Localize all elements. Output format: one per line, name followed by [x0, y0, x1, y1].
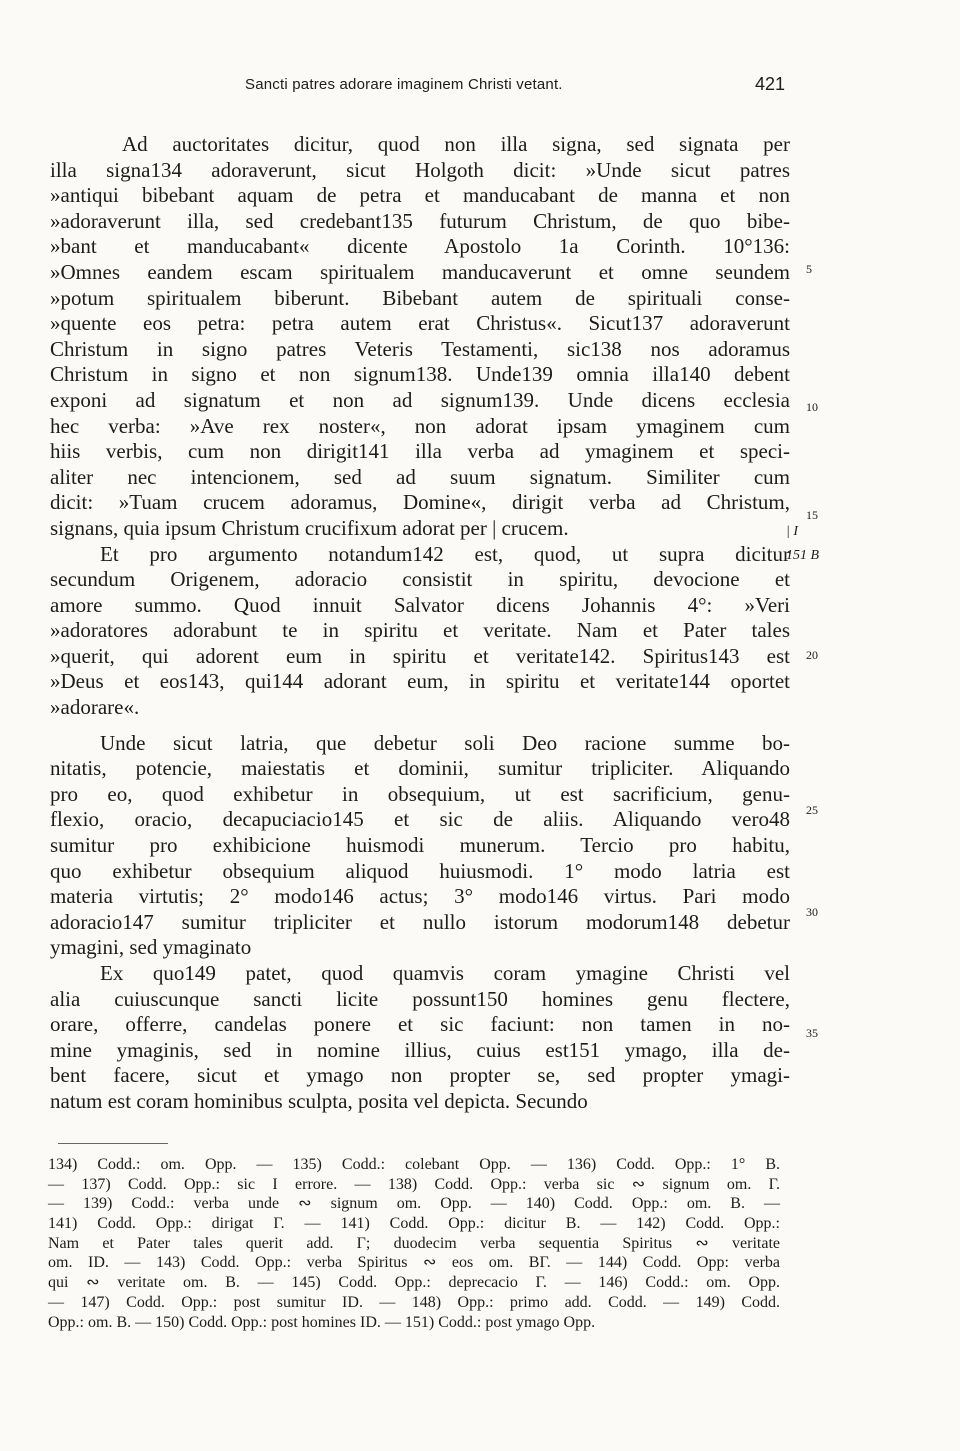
text-line: amore summo. Quod innuit Salvator dicens Johannis 4°: »Veri: [50, 592, 790, 617]
margin-line-number: 15: [806, 508, 818, 522]
text-line: Unde sicut latria, que debetur soli Deo racione summe bo-: [100, 730, 790, 755]
text-line: hec verba: »Ave rex noster«, non adorat ipsam ymaginem cum: [50, 413, 790, 438]
text-line: »Deus et eos143, qui144 adorant eum, in spiritu et veritate144 oportet: [50, 669, 790, 694]
margin-line-number: 10: [806, 400, 818, 414]
footnotes: [48, 1155, 780, 1332]
text-line: Christum in signo et non signum138. Unde139 omnia illa140 debent: [50, 362, 790, 387]
text-line: »potum spiritualem biberunt. Bibebant autem de spirituali conse-: [50, 285, 790, 310]
text-line: flexio, oracio, decapuciacio145 et sic de aliis. Aliquando vero48: [50, 807, 790, 832]
text-line: pro eo, quod exhibetur in obsequium, ut est sacrificium, genu-: [50, 781, 790, 806]
footnote-rule: [58, 1143, 168, 1144]
text-line: »bant et manducabant« dicente Apostolo 1a Corinth. 10°136:: [50, 234, 790, 259]
text-line: quo exhibetur obsequium aliquod huiusmodi. 1° modo latria est: [50, 858, 790, 883]
footnote-line: Opp.: om. B. — 150) Codd. Opp.: post homines ID. — 151) Codd.: post ymago Opp.: [48, 1313, 596, 1331]
text-line: Ex quo149 patet, quod quamvis coram ymagine Christi vel: [100, 961, 790, 985]
text-line: mine ymaginis, sed in nomine illius, cuius est151 ymago, illa de-: [50, 1037, 790, 1062]
text-line: adoracio147 sumitur tripliciter et nullo istorum modorum148 debetur: [50, 909, 790, 934]
text-line: alia cuiuscunque sancti licite possunt150 homines genu flectere,: [50, 986, 790, 1011]
running-title: Sancti patres adorare imaginem Christi vetant.: [245, 76, 563, 93]
margin-line-number: 5: [806, 262, 812, 276]
margin-line-number: 20: [806, 648, 818, 662]
text-line: Et pro argumento notandum142 est, quod, ut supra dicitur: [100, 541, 790, 566]
text-line: nitatis, potencie, maiestatis et dominii, sumitur tripliciter. Aliquando: [50, 756, 790, 781]
text-line: signans, quia ipsum Christum crucifixum adorat per | crucem.: [50, 515, 569, 540]
main-text: [50, 132, 790, 1115]
text-line: »Omnes eandem escam spiritualem manducaverunt et omne seundem: [50, 259, 790, 284]
text-line: »querit, qui adorent eum in spiritu et veritate142. Spiritus143 est: [50, 643, 790, 668]
text-line: bent facere, sicut et ymago non propter se, sed propter ymagi-: [50, 1063, 790, 1088]
text-line: »quente eos petra: petra autem erat Christus«. Sicut137 adoraverunt: [50, 311, 790, 336]
footnote-line: om. ID. — 143) Codd. Opp.: verba Spiritus ∾ eos om. BΓ. — 144) Codd. Opp: verba: [48, 1254, 780, 1272]
footnote-line: 134) Codd.: om. Opp. — 135) Codd.: colebant Opp. — 136) Codd. Opp.: 1° B.: [48, 1156, 780, 1173]
footnote-line: — 147) Codd. Opp.: post sumitur ID. — 148) Opp.: primo add. Codd. — 149) Codd.: [48, 1293, 780, 1311]
footnote-line: qui ∾ veritate om. B. — 145) Codd. Opp.: deprecacio Γ. — 146) Codd.: om. Opp.: [48, 1274, 780, 1292]
text-line: ymagini, sed ymaginato: [50, 935, 252, 960]
footnote-line: — 137) Codd. Opp.: sic I errore. — 138) Codd. Opp.: verba sic ∾ signum om. Γ.: [48, 1175, 780, 1193]
margin-line-number: 35: [806, 1026, 818, 1040]
text-line: materia virtutis; 2° modo146 actus; 3° modo146 virtus. Pari modo: [50, 884, 790, 909]
text-line: »adoraverunt illa, sed credebant135 futurum Christum, de quo bibe-: [50, 208, 790, 233]
text-line: sumitur pro exhibicione huismodi munerum. Tercio pro habitu,: [50, 833, 790, 858]
margin-folio-ref: 151 B: [786, 548, 820, 563]
text-line: natum est coram hominibus sculpta, posita vel depicta. Secundo: [50, 1088, 588, 1113]
footnote-line: 141) Codd. Opp.: dirigat Γ. — 141) Codd. Opp.: dicitur B. — 142) Codd. Opp.:: [48, 1215, 780, 1233]
footnote-line: Nam et Pater tales querit add. Γ; duodecim verba sequentia Spiritus ∾ veritate: [48, 1234, 780, 1252]
text-line: »antiqui bibebant aquam de petra et manducabant de manna et non: [50, 183, 790, 208]
margin-line-number: 30: [806, 905, 818, 919]
text-line: Ad auctoritates dicitur, quod non illa signa, sed signata per: [122, 132, 790, 156]
margin-folio-ref: | I: [786, 524, 799, 539]
text-line: secundum Origenem, adoracio consistit in spiritu, devocione et: [50, 567, 790, 592]
text-line: »adorare«.: [50, 695, 140, 720]
text-line: hiis verbis, cum non dirigit141 illa verba ad ymaginem et speci-: [50, 439, 790, 464]
text-line: aliter nec intencionem, sed ad suum signatum. Similiter cum: [50, 464, 790, 489]
page-number: 421: [755, 74, 786, 94]
text-line: orare, offerre, candelas ponere et sic faciunt: non tamen in no-: [50, 1012, 790, 1037]
text-line: illa signa134 adoraverunt, sicut Holgoth dicit: »Unde sicut patres: [50, 157, 790, 182]
text-line: »adoratores adorabunt te in spiritu et veritate. Nam et Pater tales: [50, 618, 790, 643]
margin-line-number: 25: [806, 803, 818, 817]
text-line: Christum in signo patres Veteris Testamenti, sic138 nos adoramus: [50, 336, 790, 361]
footnote-line: — 139) Codd.: verba unde ∾ signum om. Opp. — 140) Codd. Opp.: om. B. —: [48, 1195, 780, 1213]
text-line: dicit: »Tuam crucem adoramus, Domine«, dirigit verba ad Christum,: [50, 490, 790, 515]
text-line: exponi ad signatum et non ad signum139. Unde dicens ecclesia: [50, 387, 790, 412]
